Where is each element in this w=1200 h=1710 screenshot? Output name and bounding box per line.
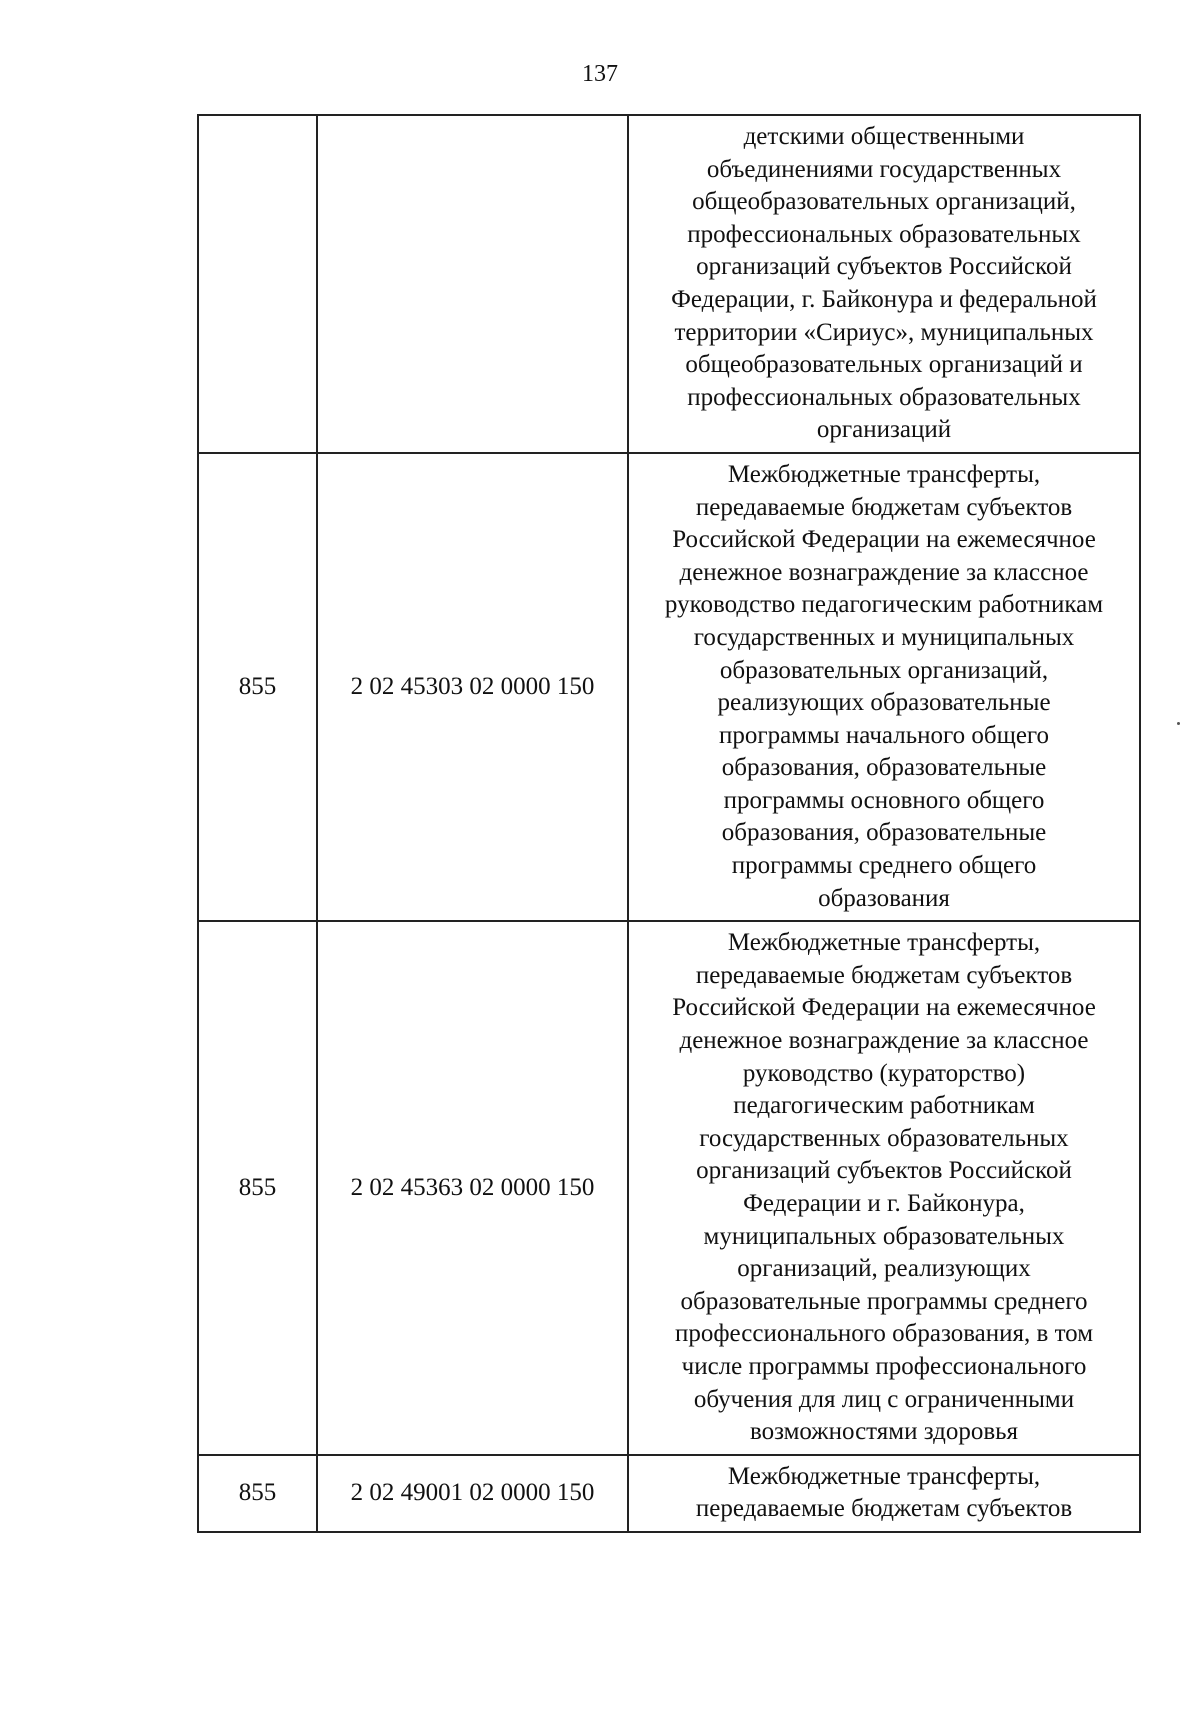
name-line: руководство педагогическим работникам	[664, 591, 1104, 619]
name-line: реализующих образовательные	[717, 689, 1051, 717]
name-line: программы начального общего	[718, 721, 1050, 749]
name-line: передаваемые бюджетам субъектов	[695, 961, 1073, 989]
budget-code-table	[197, 114, 1141, 1533]
name-line: Межбюджетные трансферты,	[727, 1462, 1041, 1490]
name-line: руководство (кураторство)	[742, 1059, 1026, 1087]
revenue-code-cell	[317, 115, 628, 453]
name-line: государственных образовательных	[699, 1124, 1069, 1152]
revenue-name-cell	[628, 1455, 1140, 1532]
name-line: общеобразовательных организаций,	[692, 188, 1076, 216]
name-line: профессиональных образовательных	[687, 383, 1081, 411]
name-line: педагогическим работникам	[733, 1092, 1035, 1120]
admin-code-cell: 855	[198, 1455, 317, 1532]
name-line: государственных и муниципальных	[693, 623, 1075, 651]
revenue-name-cell	[628, 453, 1140, 921]
name-line: Федерации и г. Байконура,	[743, 1190, 1025, 1217]
table-row	[198, 921, 1140, 1455]
revenue-code-cell: 2 02 45363 02 0000 150	[317, 921, 628, 1455]
name-line: муниципальных образовательных	[703, 1222, 1065, 1250]
name-line: организаций	[816, 416, 952, 444]
admin-code-cell	[198, 115, 317, 453]
name-line: Российской Федерации на ежемесячное	[672, 526, 1096, 554]
name-line: организаций субъектов Российской	[696, 1157, 1072, 1185]
revenue-name-cell	[628, 115, 1140, 453]
name-line: передаваемые бюджетам субъектов	[695, 1495, 1073, 1523]
name-line: образования	[818, 884, 950, 912]
name-line: образования, образовательные	[721, 819, 1047, 847]
name-line: образовательных организаций,	[719, 656, 1049, 684]
name-line: организаций субъектов Российской	[696, 253, 1072, 281]
table-row	[198, 115, 1140, 453]
name-line: профессионального образования, в том	[674, 1320, 1094, 1348]
name-line: программы основного общего	[723, 786, 1045, 814]
name-line: денежное вознаграждение за классное	[679, 558, 1089, 586]
name-line: Федерации, г. Байконура и федеральной	[671, 285, 1097, 313]
name-line: возможностями здоровья	[749, 1418, 1019, 1446]
table-row	[198, 1455, 1140, 1532]
name-line: Межбюджетные трансферты,	[727, 460, 1041, 488]
name-line: числе программы профессионального	[681, 1352, 1087, 1380]
name-line: обучения для лиц с ограниченными	[693, 1385, 1075, 1413]
name-line: образования, образовательные	[721, 754, 1047, 782]
name-line: программы среднего общего	[731, 852, 1037, 880]
scan-speck	[1177, 722, 1180, 725]
name-line: Межбюджетные трансферты,	[727, 929, 1041, 957]
name-line: Российской Федерации на ежемесячное	[672, 994, 1096, 1022]
name-line: образовательные программы среднего	[680, 1287, 1088, 1315]
revenue-name-cell	[628, 921, 1140, 1455]
name-line: объединениями государственных	[706, 155, 1062, 183]
revenue-code-cell: 2 02 45303 02 0000 150	[317, 453, 628, 921]
name-line: детскими общественными	[743, 123, 1025, 150]
name-line: территории «Сириус», муниципальных	[674, 318, 1094, 346]
name-line: денежное вознаграждение за классное	[679, 1027, 1089, 1055]
page-number: 137	[582, 61, 618, 87]
name-line: организаций, реализующих	[737, 1255, 1031, 1283]
table-body	[198, 115, 1140, 1532]
name-line: передаваемые бюджетам субъектов	[695, 493, 1073, 521]
revenue-code-cell: 2 02 49001 02 0000 150	[317, 1455, 628, 1532]
admin-code-cell: 855	[198, 453, 317, 921]
table-row	[198, 453, 1140, 921]
admin-code-cell: 855	[198, 921, 317, 1455]
name-line: общеобразовательных организаций и	[685, 351, 1083, 379]
name-line: профессиональных образовательных	[687, 220, 1081, 248]
